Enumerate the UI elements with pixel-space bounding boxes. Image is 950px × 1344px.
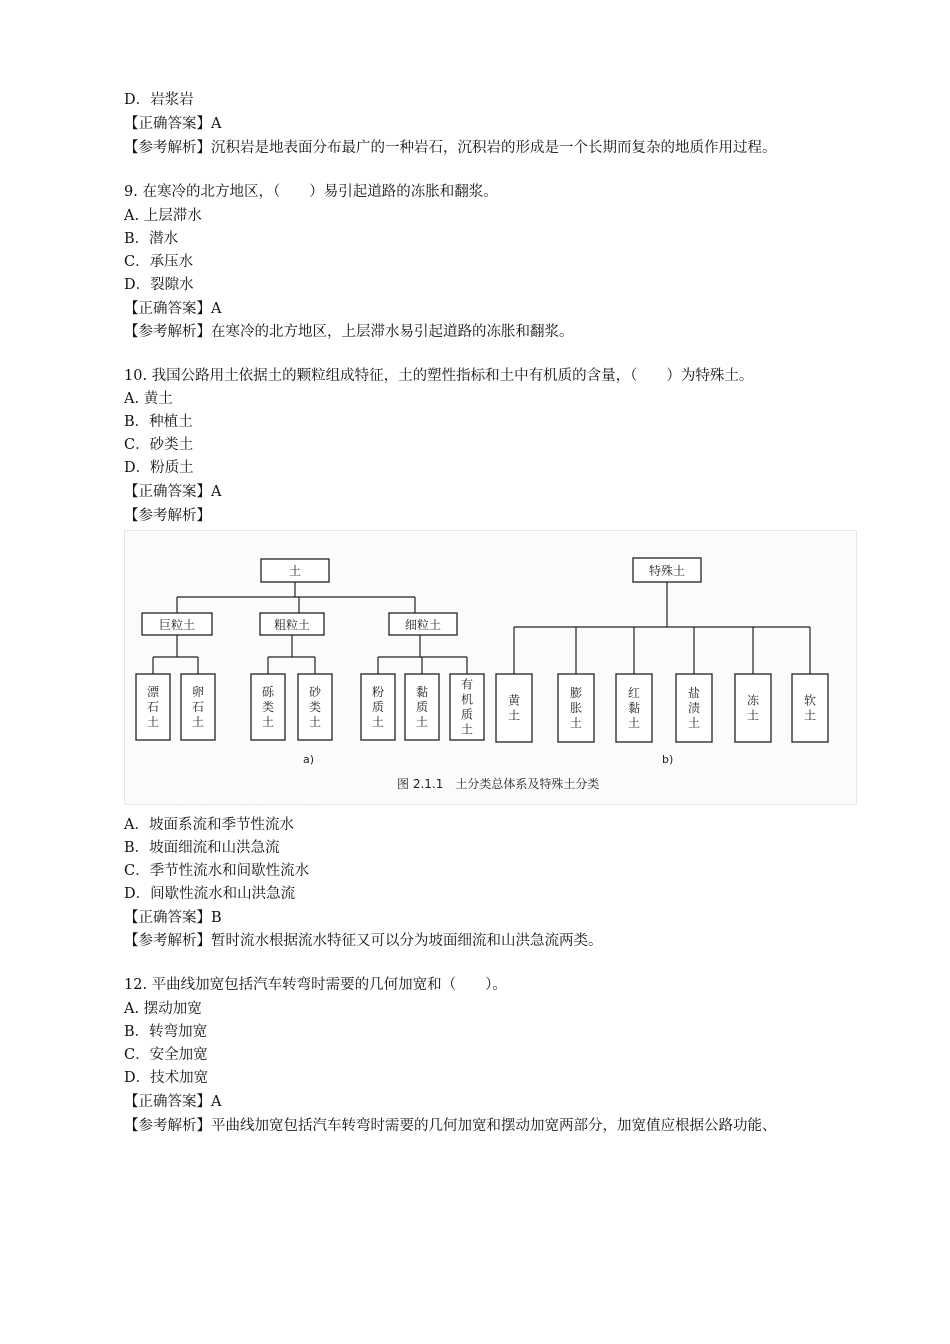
leaf-a-6 [450,674,484,740]
q10-explanation: 【参考解析】 [124,508,211,524]
soil-classification-figure [124,530,857,805]
q9-option-d: D．裂隙水 [124,277,194,293]
q11-option-d: D．间歇性流水和山洪急流 [124,886,296,902]
leaf-b-1 [558,674,594,742]
q11-option-c: C．季节性流水和间歇性流水 [124,863,310,879]
leaf-b-0 [496,674,532,742]
figure-caption: 图 2.1.1 土分类总体系及特殊土分类 [397,777,600,791]
figure-label-b: b) [662,753,674,766]
node-group-fine [389,613,457,635]
group-label-fine: 细粒土 [404,618,442,632]
q10-option-b: B．种植土 [124,414,193,430]
node-root [261,559,329,582]
node-special-root [633,558,701,582]
node-group-coarse [260,613,324,635]
group-label-giant: 巨粒土 [158,618,196,632]
leaf-a-label: 漂石土 [146,685,160,729]
option-d: D．岩浆岩 [124,92,194,108]
leaf-b-4 [735,674,771,742]
leaf-a-label: 有机质土 [460,677,474,737]
q12-option-b: B．转弯加宽 [124,1024,208,1040]
leaf-b-label: 黄土 [507,693,521,723]
explanation-line: 【参考解析】沉积岩是地表面分布最广的一种岩石，沉积岩的形成是一个长期而复杂的地质作用过程。 [124,140,777,156]
q12-option-d: D．技术加宽 [124,1070,209,1086]
question-12: 12. 平曲线加宽包括汽车转弯时需要的几何加宽和（ ）。 [124,977,507,993]
question-9: 9. 在寒冷的北方地区，（ ）易引起道路的冻胀和翻浆。 [124,184,498,200]
q10-option-a: A. 黄土 [124,391,173,407]
q11-answer: 【正确答案】B [124,910,222,926]
q9-explanation: 【参考解析】在寒冷的北方地区，上层滞水易引起道路的冻胀和翻浆。 [124,324,574,340]
q11-explanation: 【参考解析】暂时流水根据流水特征又可以分为坡面细流和山洪急流两类。 [124,933,603,949]
leaf-a-label: 黏质土 [415,685,429,729]
figure-label-a: a) [303,753,315,766]
leaf-a-1 [181,674,215,740]
special-root-label: 特殊土 [648,564,686,578]
leaf-b-label: 膨胀土 [569,686,583,730]
leaf-a-3 [298,674,332,740]
tree-a-leaves [136,674,484,740]
q9-answer: 【正确答案】A [124,301,222,317]
leaf-b-2 [616,674,652,742]
tree-b-connectors [514,582,810,674]
group-label-coarse: 粗粒土 [273,618,311,632]
leaf-a-label: 砾类土 [261,685,275,729]
answer-line: 【正确答案】A [124,116,222,132]
q12-option-c: C．安全加宽 [124,1047,208,1063]
leaf-a-0 [136,674,170,740]
leaf-b-3 [676,674,712,742]
q10-answer: 【正确答案】A [124,484,222,500]
tree-b-leaves [496,674,828,742]
leaf-b-label: 盐渍土 [687,686,701,730]
leaf-a-label: 粉质土 [371,685,385,729]
leaf-a-label: 砂类土 [308,685,322,729]
q11-option-b: B．坡面细流和山洪急流 [124,840,280,856]
leaf-a-label: 卵石土 [191,685,205,729]
q11-option-a: A．坡面系流和季节性流水 [124,817,294,833]
q9-option-a: A. 上层滞水 [124,208,202,224]
leaf-a-2 [251,674,285,740]
leaf-b-label: 冻土 [746,693,760,723]
node-group-giant [142,613,212,635]
q10-option-c: C．砂类土 [124,437,194,453]
node-root-label: 土 [288,564,302,578]
leaf-b-label: 红黏土 [627,686,641,730]
leaf-b-5 [792,674,828,742]
q10-option-d: D．粉质土 [124,460,194,476]
q12-option-a: A. 摆动加宽 [124,1001,202,1017]
q12-explanation: 【参考解析】平曲线加宽包括汽车转弯时需要的几何加宽和摆动加宽两部分，加宽值应根据公路功能、 [124,1118,777,1134]
leaf-a-5 [405,674,439,740]
q9-option-c: C．承压水 [124,254,194,270]
leaf-a-4 [361,674,395,740]
q9-option-b: B．潜水 [124,231,179,247]
q12-answer: 【正确答案】A [124,1094,222,1110]
question-10: 10. 我国公路用土依据土的颗粒组成特征，土的塑性指标和土中有机质的含量，（ ）为特殊土。 [124,368,754,384]
leaf-b-label: 软土 [803,693,817,723]
